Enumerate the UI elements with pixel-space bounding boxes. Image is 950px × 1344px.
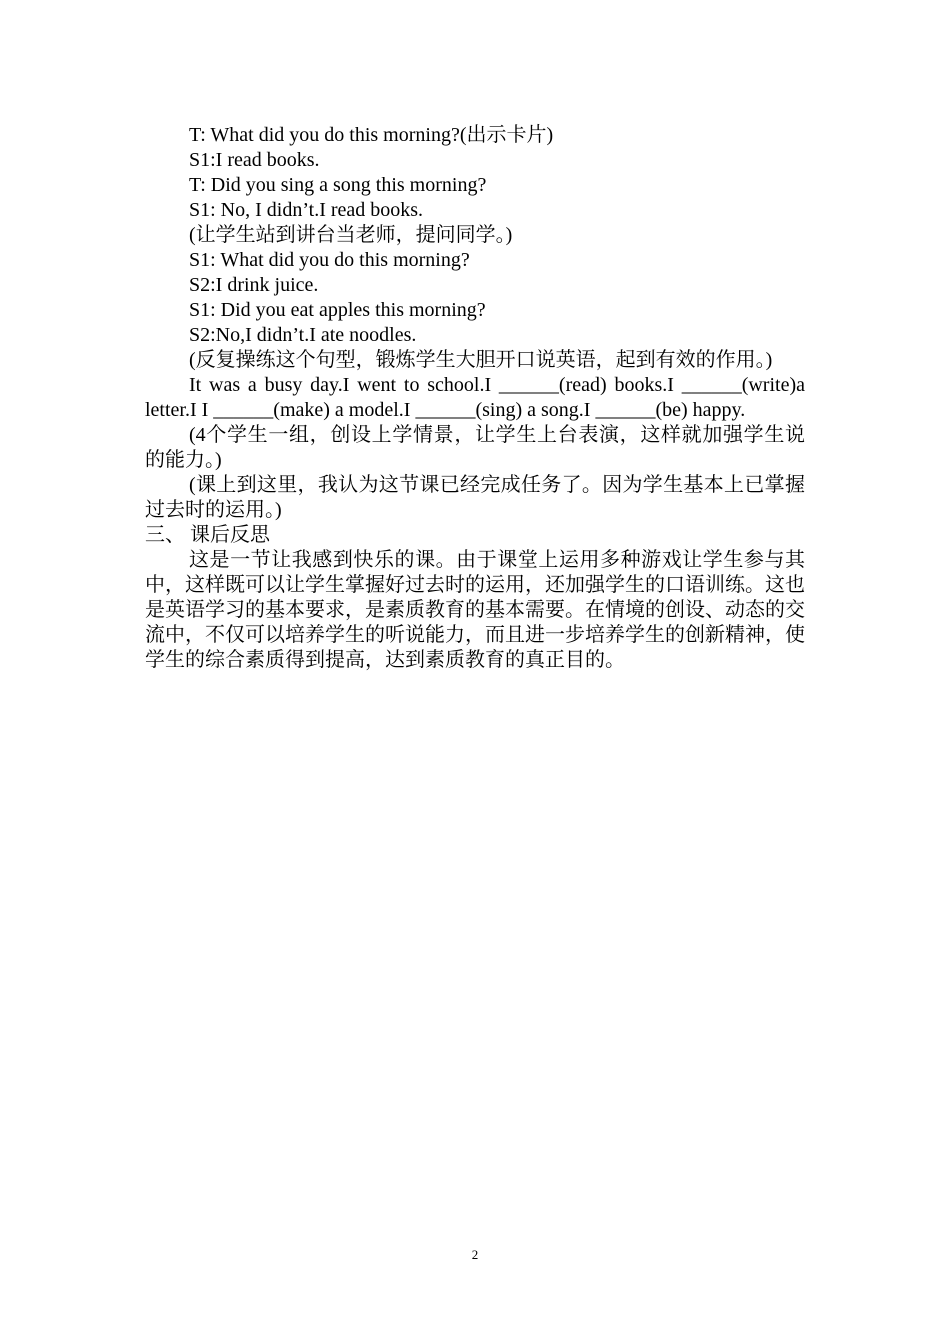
dialogue-line: T: What did you do this morning?(出示卡片) <box>189 124 554 146</box>
dialogue-line: S1: Did you eat apples this morning? <box>189 299 486 321</box>
dialogue-line: S2:I drink juice. <box>189 274 319 296</box>
summary-note: (课上到这里，我认为这节课已经完成任务了。因为学生基本上已掌握过去时的运用。) <box>145 474 805 521</box>
document-body <box>145 123 805 673</box>
dialogue-line: S1: No, I didn’t.I read books. <box>189 199 424 221</box>
dialogue-line: S1: What did you do this morning? <box>189 249 470 271</box>
page-number: 2 <box>471 1247 479 1262</box>
dialogue-line: S2:No,I didn’t.I ate noodles. <box>189 324 417 346</box>
fill-in-exercise: It was a busy day.I went to school.I ______(read) books.I ______(write)a letter.I I ______(make) a model.I ______(sing) a song.I ______(be) happy. <box>145 374 805 421</box>
group-activity-note: (4个学生一组，创设上学情景，让学生上台表演，这样就加强学生说的能力。) <box>145 424 805 471</box>
reflection-paragraph: 这是一节让我感到快乐的课。由于课堂上运用多种游戏让学生参与其中，这样既可以让学生掌握好过去时的运用，还加强学生的口语训练。这也是英语学习的基本要求，是素质教育的基本需要。在情境的创设、动态的交流中，不仅可以培养学生的听说能力，而且进一步培养学生的创新精神，使学生的综合素质得到提高，达到素质教育的真正目的。 <box>145 549 805 671</box>
dialogue-line: T: Did you sing a song this morning? <box>189 174 487 196</box>
section-heading: 三、 课后反思 <box>145 524 270 546</box>
teaching-note: (让学生站到讲台当老师，提问同学。) <box>189 224 513 246</box>
practice-note: (反复操练这个句型，锻炼学生大胆开口说英语，起到有效的作用。) <box>189 349 773 371</box>
dialogue-line: S1:I read books. <box>189 149 320 171</box>
